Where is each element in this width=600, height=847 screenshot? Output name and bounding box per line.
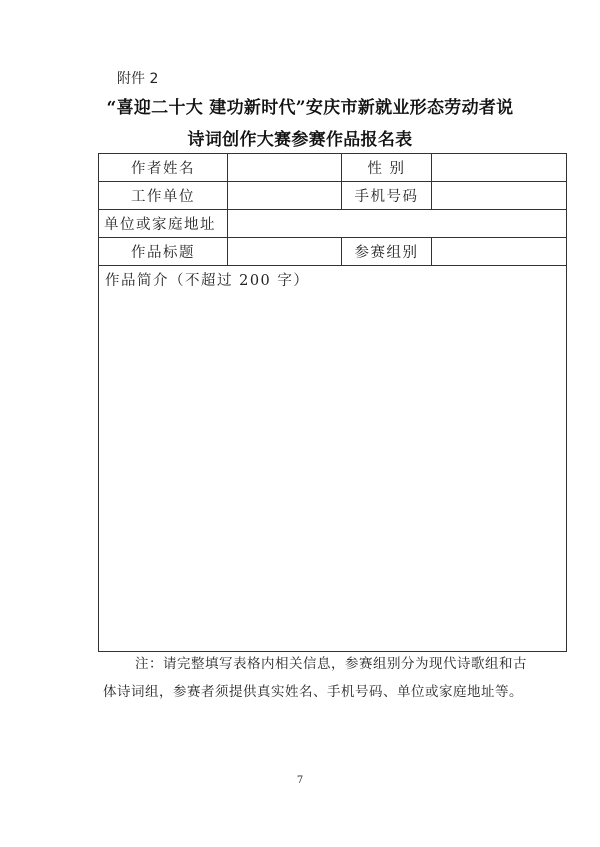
form-row-intro — [99, 266, 567, 652]
work-unit-field[interactable] — [228, 182, 342, 210]
form-row-work-unit — [99, 182, 567, 210]
address-field[interactable] — [228, 210, 567, 238]
attachment-label: 附件 2 — [117, 71, 159, 87]
group-label: 参赛组别 — [342, 238, 432, 266]
work-unit-label: 工作单位 — [99, 182, 228, 210]
form-row-author — [99, 154, 567, 182]
address-label: 单位或家庭地址 — [99, 210, 228, 238]
form-row-work-title — [99, 238, 567, 266]
registration-form-table — [98, 153, 567, 652]
form-title-line-2: 诗词创作大赛参赛作品报名表 — [187, 130, 413, 150]
work-title-field[interactable] — [228, 238, 342, 266]
form-title-line-1: “喜迎二十大 建功新时代”安庆市新就业形态劳动者说 — [106, 98, 514, 118]
gender-field[interactable] — [432, 154, 567, 182]
note-line-1: 注：请完整填写表格内相关信息，参赛组别分为现代诗歌组和古 — [135, 656, 527, 672]
author-name-field[interactable] — [228, 154, 342, 182]
intro-label: 作品简介（不超过 200 字） — [105, 273, 310, 289]
intro-field[interactable] — [99, 266, 567, 652]
gender-label: 性 别 — [342, 154, 432, 182]
page-number: 7 — [296, 775, 304, 786]
work-title-label: 作品标题 — [99, 238, 228, 266]
form-row-address — [99, 210, 567, 238]
group-field[interactable] — [432, 238, 567, 266]
phone-label: 手机号码 — [342, 182, 432, 210]
note-line-2: 体诗词组，参赛者须提供真实姓名、手机号码、单位或家庭地址等。 — [103, 684, 523, 700]
phone-field[interactable] — [432, 182, 567, 210]
author-name-label: 作者姓名 — [99, 154, 228, 182]
